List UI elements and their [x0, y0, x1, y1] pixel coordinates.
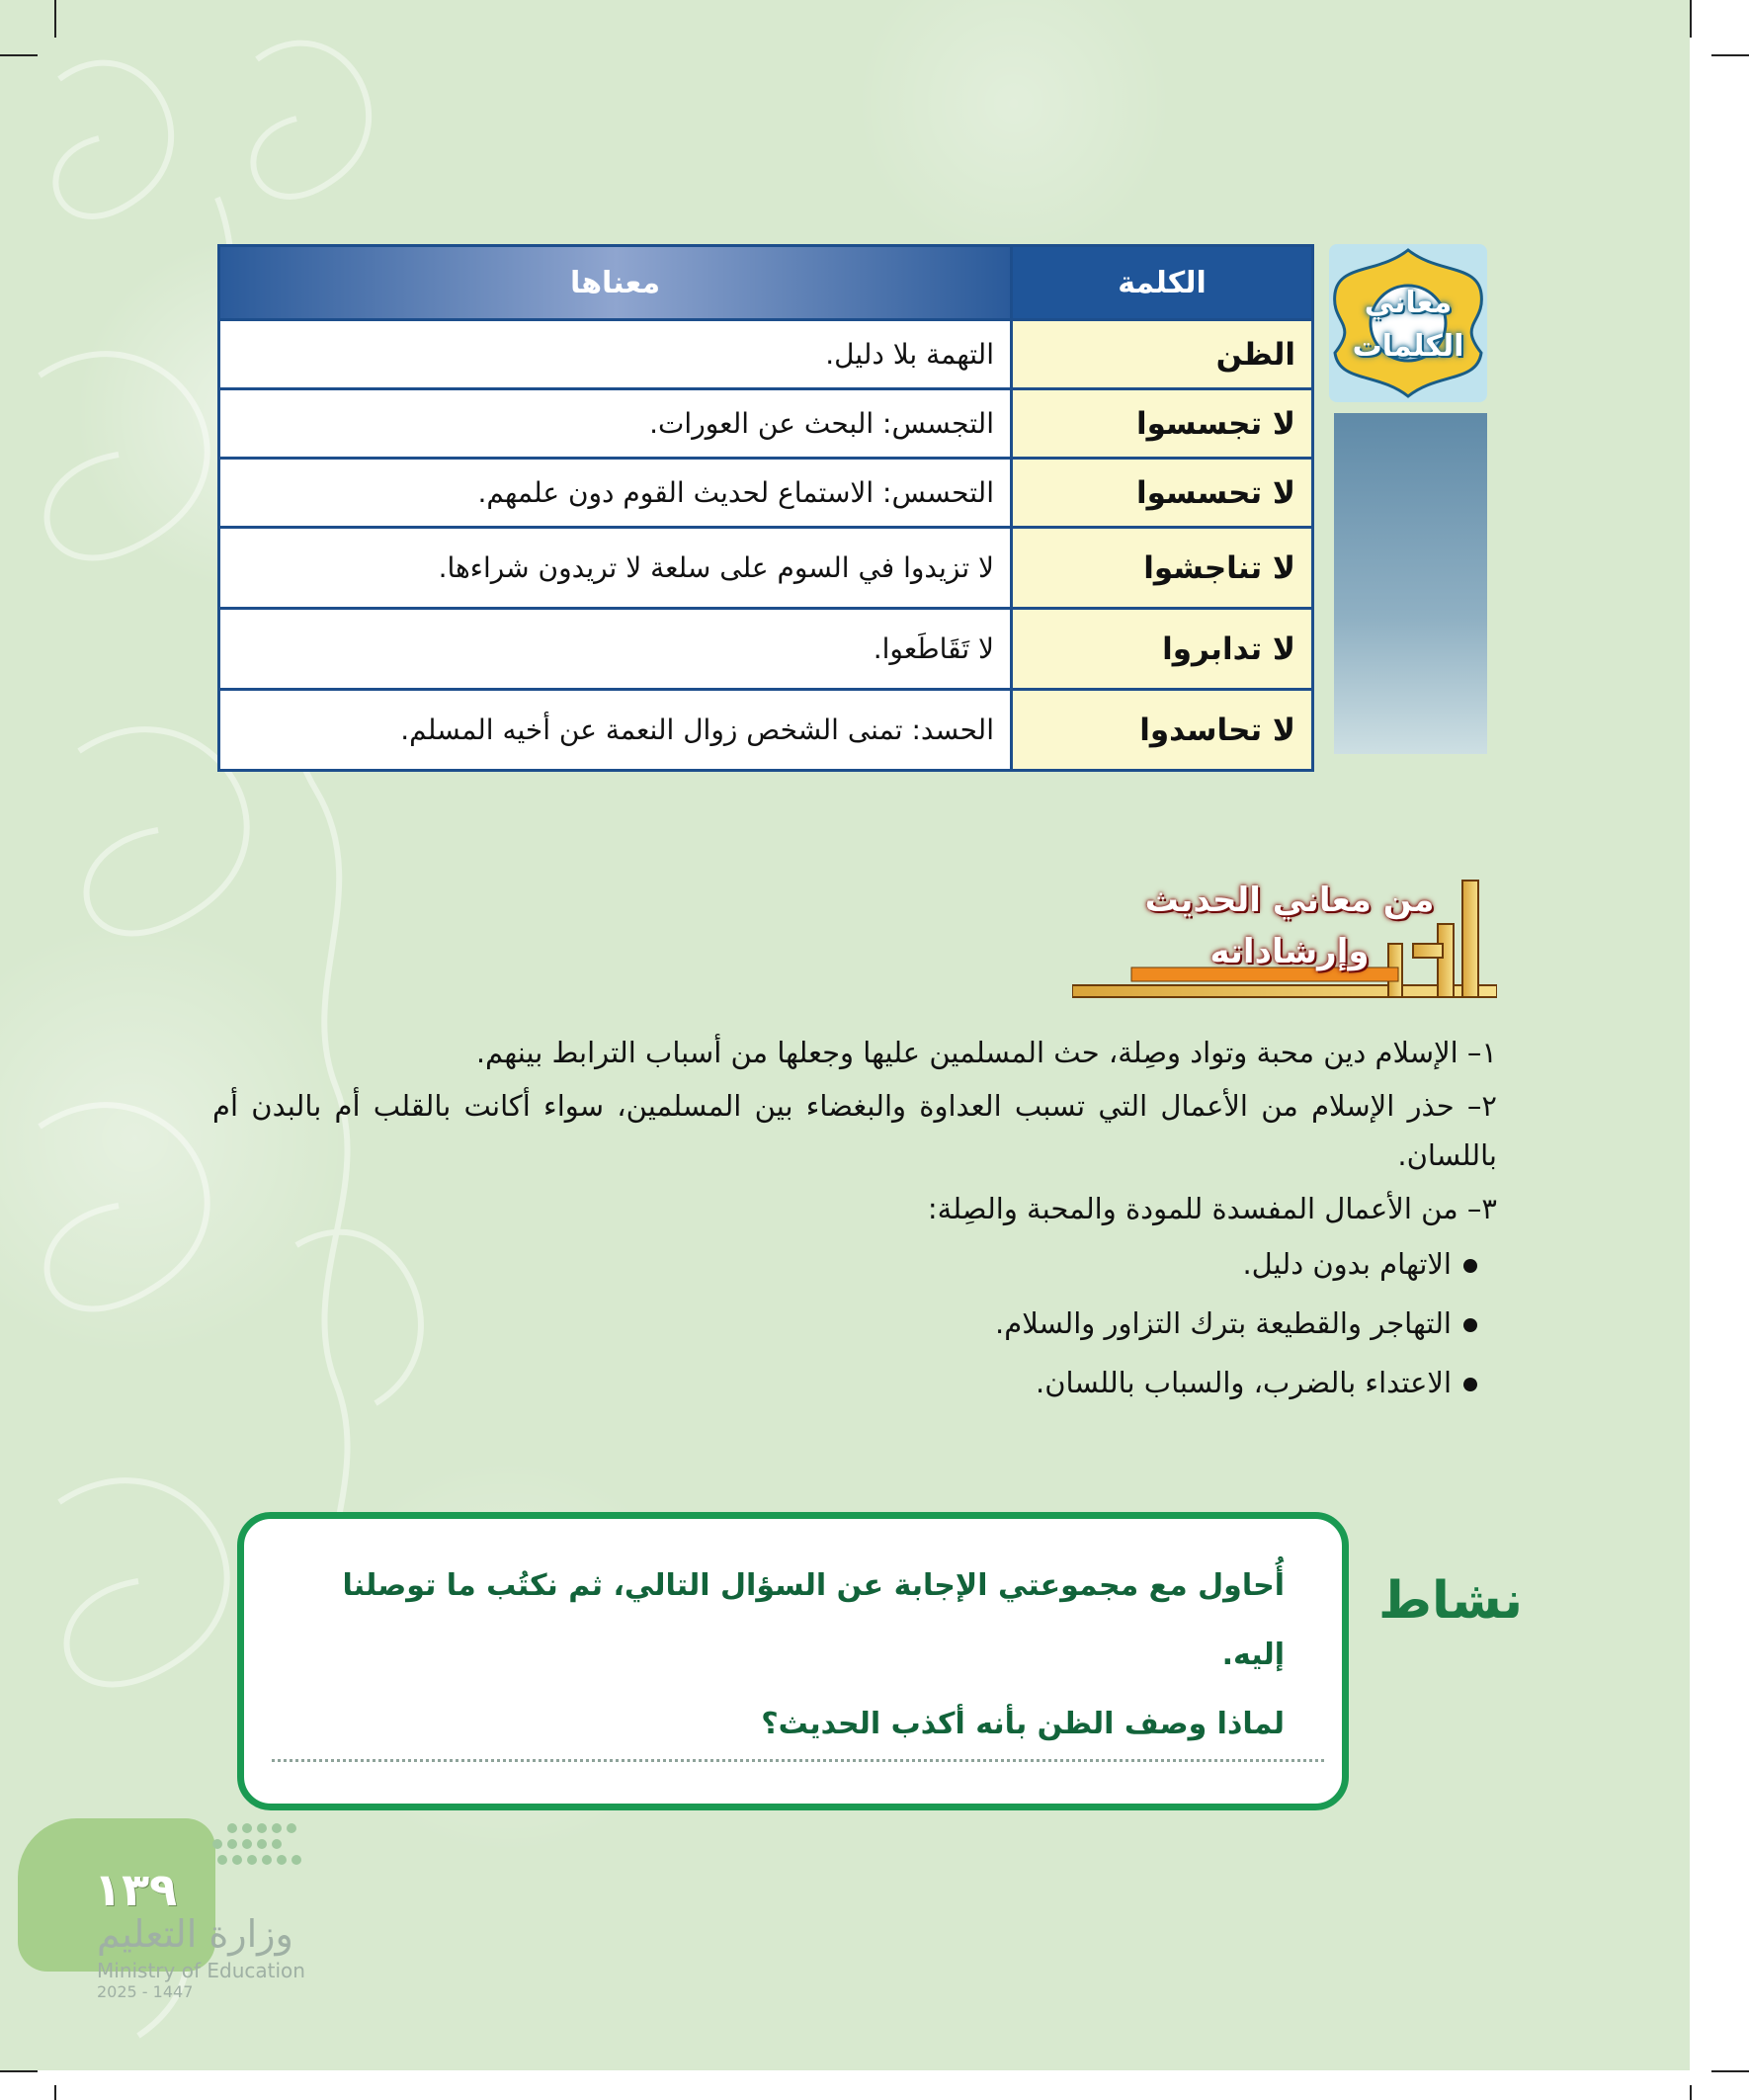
crop-mark [1690, 2085, 1692, 2100]
meaning-cell: التهمة بلا دليل. [219, 320, 1012, 389]
bullet-dot-icon [1463, 1259, 1477, 1273]
list-item [212, 1239, 1477, 1289]
meanings-heading-text [1082, 875, 1497, 977]
word-cell: لا تحسسوا [1012, 459, 1313, 528]
page-number: ١٣٩ [94, 1863, 178, 1916]
word-cell: لا تدابروا [1012, 609, 1313, 690]
table-row [219, 609, 1313, 690]
table-row [219, 320, 1313, 389]
table-row [219, 690, 1313, 771]
vocab-badge-line2: الكلمات [1352, 329, 1464, 364]
crop-mark [54, 0, 56, 38]
table-row [219, 459, 1313, 528]
word-cell: لا تجسسوا [1012, 389, 1313, 459]
bullet-text: الاتهام بدون دليل. [1242, 1247, 1452, 1281]
hadith-points [212, 1028, 1497, 1417]
point-2: ٢– حذر الإسلام من الأعمال التي تسبب العداوة والبغضاء بين المسلمين، سواء أكانت بالقلب أم بالبدن أم باللسان. [212, 1089, 1497, 1172]
meaning-cell: لا تزيدوا في السوم على سلعة لا تريدون شراءها. [219, 528, 1012, 609]
table-row [219, 528, 1313, 609]
bullet-text: التهاجر والقطيعة بترك التزاور والسلام. [995, 1306, 1452, 1340]
meanings-heading-line1: من معاني الحديث [1144, 881, 1435, 920]
table-row [219, 389, 1313, 459]
point-3: ٣– من الأعمال المفسدة للمودة والمحبة والصِلة: [927, 1192, 1497, 1225]
edition-year: 2025 - 1447 [97, 1982, 194, 2001]
list-item [212, 1358, 1477, 1407]
ministry-name-arabic: وزارة التعليم [97, 1912, 293, 1956]
answer-line[interactable] [272, 1759, 1324, 1762]
meaning-cell: لا تَقَاطَعوا. [219, 609, 1012, 690]
column-header-meaning: معناها [219, 246, 1012, 320]
word-cell: لا تحاسدوا [1012, 690, 1313, 771]
bullet-dot-icon [1463, 1318, 1477, 1332]
crop-mark [0, 54, 38, 56]
vocab-side-bar [1334, 413, 1487, 754]
meanings-heading [1072, 875, 1497, 1003]
crop-mark [0, 2070, 38, 2072]
point-1: ١– الإسلام دين محبة وتواد وصِلة، حث المسلمين عليها وجعلها من أسباب الترابط بينهم. [475, 1036, 1497, 1069]
crop-mark [1711, 54, 1749, 56]
list-item [212, 1299, 1477, 1348]
bullet-text: الاعتداء بالضرب، والسباب باللسان. [1036, 1366, 1452, 1399]
meaning-cell: التجسس: البحث عن العورات. [219, 389, 1012, 459]
activity-content [277, 1552, 1285, 1759]
vocab-table [217, 244, 1314, 772]
activity-label: نشاط [1378, 1571, 1523, 1631]
meanings-heading-line2: وإرشاداته [1209, 932, 1370, 971]
bullet-dot-icon [1463, 1378, 1477, 1391]
word-cell: الظن [1012, 320, 1313, 389]
meaning-cell: التحسس: الاستماع لحديث القوم دون علمهم. [219, 459, 1012, 528]
column-header-word: الكلمة [1012, 246, 1313, 320]
ministry-name-english: Ministry of Education [97, 1959, 305, 1982]
crop-mark [1711, 2070, 1749, 2072]
crop-mark [54, 2085, 56, 2100]
vocab-badge-line1: معاني [1364, 286, 1453, 320]
activity-question: لماذا وصف الظن بأنه أكذب الحديث؟ [761, 1707, 1285, 1741]
vocab-table-header [219, 246, 1313, 320]
activity-instruction: أُحاول مع مجموعتي الإجابة عن السؤال التالي، ثم نكتُب ما توصلنا إليه. [342, 1568, 1285, 1672]
bullet-list [212, 1239, 1497, 1407]
vocab-badge-label [1329, 282, 1487, 369]
ministry-logo-icon [193, 1818, 306, 1897]
meaning-cell: الحسد: تمنى الشخص زوال النعمة عن أخيه المسلم. [219, 690, 1012, 771]
word-cell: لا تناجشوا [1012, 528, 1313, 609]
crop-mark [1690, 0, 1692, 38]
